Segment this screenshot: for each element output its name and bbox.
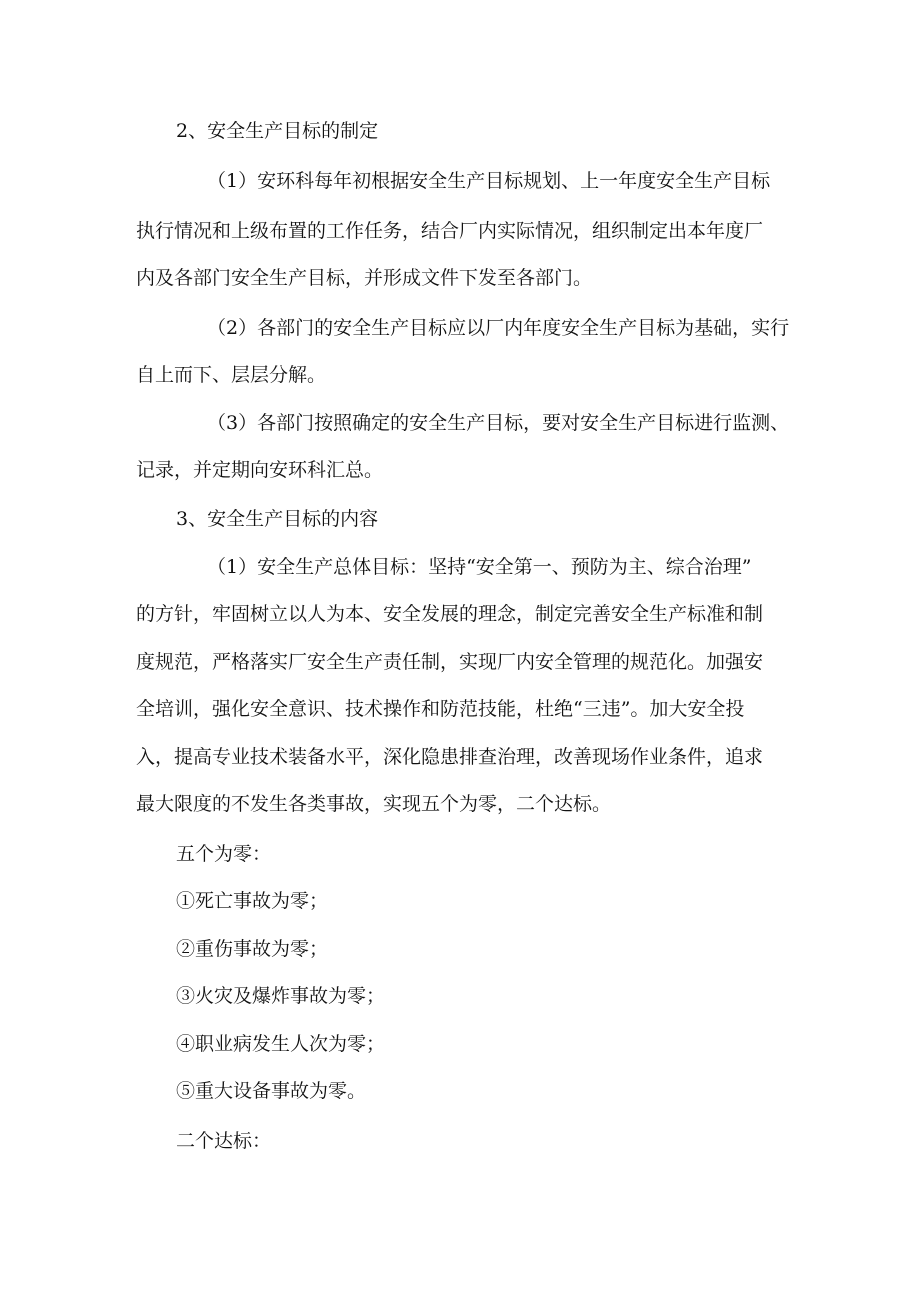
section-2-item-3-line-2: 记录，并定期向安环科汇总。 [136, 459, 384, 481]
five-zero-title: 五个为零： [176, 843, 272, 865]
section-3-heading: 3、安全生产目标的内容 [176, 508, 379, 530]
two-standards-title: 二个达标： [176, 1130, 272, 1152]
section-2-item-3-line-1: （3）各部门按照确定的安全生产目标，要对安全生产目标进行监测、 [207, 412, 790, 434]
section-2-item-2-line-1: （2）各部门的安全生产目标应以厂内年度安全生产目标为基础，实行 [207, 317, 790, 339]
section-3-item-1-line-3: 度规范，严格落实厂安全生产责任制，实现厂内安全管理的规范化。加强安 [136, 651, 764, 673]
section-2-item-1-line-3: 内及各部门安全生产目标，并形成文件下发至各部门。 [136, 267, 593, 289]
section-3-item-1-line-6: 最大限度的不发生各类事故，实现五个为零，二个达标。 [136, 793, 612, 815]
section-2-item-1-line-2: 执行情况和上级布置的工作任务，结合厂内实际情况，组织制定出本年度厂 [136, 220, 764, 242]
five-zero-item-2: ②重伤事故为零； [176, 938, 329, 960]
five-zero-item-5: ⑤重大设备事故为零。 [176, 1080, 367, 1102]
section-2-item-2-line-2: 自上而下、层层分解。 [136, 364, 327, 386]
five-zero-item-1: ①死亡事故为零； [176, 890, 329, 912]
five-zero-item-4: ④职业病发生人次为零； [176, 1033, 386, 1055]
section-2-heading: 2、安全生产目标的制定 [176, 120, 379, 142]
section-3-item-1-line-1: （1）安全生产总体目标：坚持“安全第一、预防为主、综合治理” [207, 556, 752, 578]
five-zero-item-3: ③火灾及爆炸事故为零； [176, 985, 386, 1007]
section-3-item-1-line-2: 的方针，牢固树立以人为本、安全发展的理念，制定完善安全生产标准和制 [136, 603, 764, 625]
section-2-item-1-line-1: （1）安环科每年初根据安全生产目标规划、上一年度安全生产目标 [207, 170, 771, 192]
section-3-item-1-line-4: 全培训，强化安全意识、技术操作和防范技能，杜绝“三违”。加大安全投 [136, 698, 745, 720]
section-3-item-1-line-5: 入，提高专业技术装备水平，深化隐患排查治理，改善现场作业条件，追求 [136, 746, 764, 768]
